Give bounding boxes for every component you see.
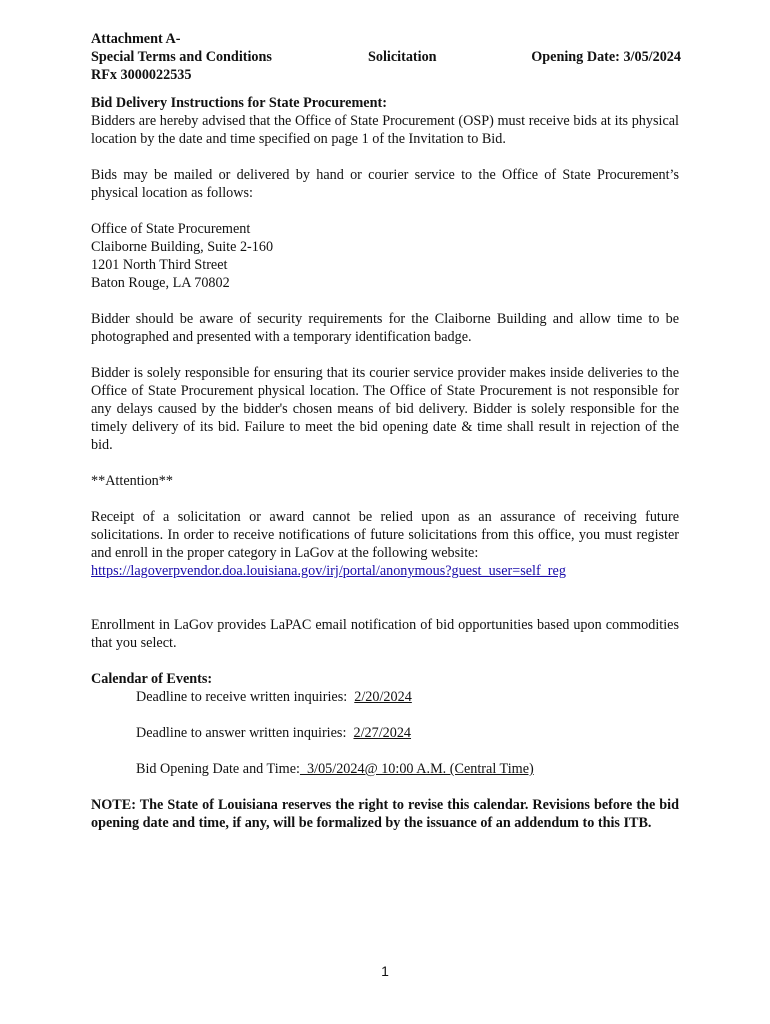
event-date: 2/20/2024 [354, 689, 412, 705]
attachment-label: Attachment A- [91, 31, 181, 47]
bid-delivery-paragraph-1: Bidders are hereby advised that the Office of State Procurement (OSP) must receive bids at its physical location by the date and time specified on page 1 of the Invitation to Bid. [91, 113, 679, 147]
attention-label: **Attention** [91, 473, 173, 489]
note-text: : The State of Louisiana reserves the right to revise this calendar. Revisions before the bid opening date and time, if any, will be formalized by the issuance of an addendum to this ITB. [91, 797, 679, 831]
event-date: 2/27/2024 [353, 725, 412, 741]
attention-paragraph: Receipt of a solicitation or award cannot be relied upon as an assurance of receiving future solicitations. In order to receive notifications of future solicitations from this office, you must register and enroll in the proper category in LaGov at the following website: [91, 509, 679, 561]
document-body [91, 94, 679, 832]
address-block [91, 220, 679, 292]
rfx-number: RFx 3000022535 [91, 67, 192, 83]
security-paragraph: Bidder should be aware of security requirements for the Claiborne Building and allow time to be photographed and presented with a temporary identification badge. [91, 311, 679, 345]
address-line: 1201 North Third Street [91, 257, 228, 273]
page-number: 1 [381, 963, 389, 979]
solicitation-label: Solicitation [368, 49, 437, 65]
address-line: Baton Rouge, LA 70802 [91, 275, 230, 291]
page-header [91, 30, 681, 84]
bid-delivery-paragraph-2: Bids may be mailed or delivered by hand or courier service to the Office of State Procurement’s physical location as follows: [91, 167, 679, 201]
address-line: Office of State Procurement [91, 221, 251, 237]
calendar-event [136, 760, 679, 778]
terms-title: Special Terms and Conditions [91, 49, 272, 65]
lagov-registration-link[interactable]: https://lagoverpvendor.doa.louisiana.gov/irj/portal/anonymous?guest_user=self_reg [91, 563, 566, 579]
event-date: 3/05/2024@ 10:00 A.M. (Central Time) [299, 761, 534, 777]
calendar-event [136, 724, 679, 742]
enrollment-paragraph: Enrollment in LaGov provides LaPAC email notification of bid opportunities based upon commodities that you select. [91, 617, 679, 651]
courier-paragraph: Bidder is solely responsible for ensuring that its courier service provider makes inside deliveries to the Office of State Procurement physical location. The Office of State Procurement is not responsible for any delays caused by the bidder's chosen means of bid delivery. Bidder is solely responsible for the timely delivery of its bid. Failure to meet the bid opening date & time shall result in rejection of the bid. [91, 365, 679, 453]
note-prefix: NOTE [91, 797, 132, 813]
calendar-event [136, 688, 679, 706]
calendar-heading: Calendar of Events: [91, 671, 213, 687]
bid-delivery-heading: Bid Delivery Instructions for State Procurement: [91, 95, 387, 111]
event-label: Deadline to receive written inquiries: [136, 689, 355, 705]
note-paragraph [91, 796, 679, 832]
event-label: Deadline to answer written inquiries: [136, 725, 354, 741]
address-line: Claiborne Building, Suite 2-160 [91, 239, 274, 255]
opening-date: Opening Date: 3/05/2024 [531, 49, 681, 65]
event-label: Bid Opening Date and Time: [136, 761, 300, 777]
